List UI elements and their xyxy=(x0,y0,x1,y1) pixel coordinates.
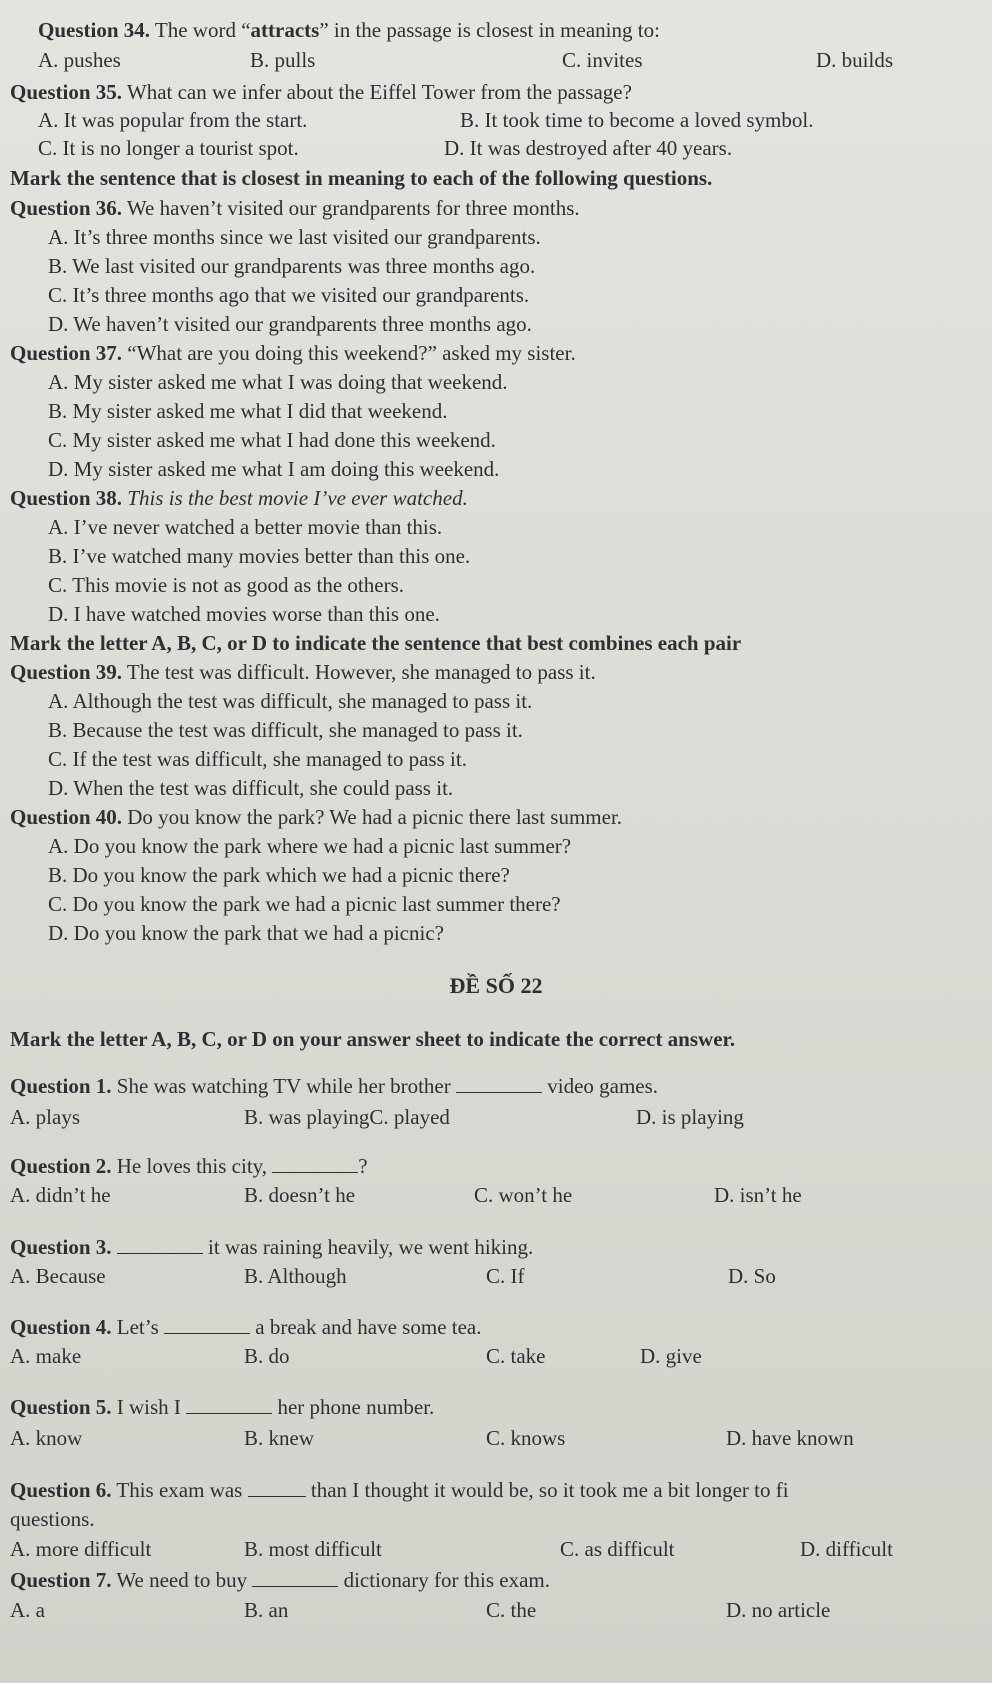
option-c[interactable]: C. as difficult xyxy=(560,1537,675,1561)
option-c[interactable]: C. won’t he xyxy=(474,1183,573,1207)
option-d[interactable]: D. It was destroyed after 40 years. xyxy=(444,136,733,160)
question-36-stem: Question 36. We haven’t visited our grandparents for three months. xyxy=(10,196,580,220)
question-4-stem: Question 4. Let’s a break and have some tea. xyxy=(10,1315,482,1339)
option-b[interactable]: B. It took time to become a loved symbol. xyxy=(460,108,814,132)
question-2-options xyxy=(0,1181,992,1209)
option-c[interactable]: C. My sister asked me what I had done this weekend. xyxy=(48,428,496,452)
question-37-stem: Question 37. “What are you doing this weekend?” asked my sister. xyxy=(10,341,576,365)
option-b-c[interactable]: B. was playingC. played xyxy=(244,1105,450,1129)
option-b[interactable]: B. We last visited our grandparents was three months ago. xyxy=(48,254,536,278)
option-b[interactable]: B. Do you know the park which we had a picnic there? xyxy=(48,863,510,887)
option-b[interactable]: B. Although xyxy=(244,1264,347,1288)
question-5-options xyxy=(0,1424,992,1452)
option-c[interactable]: C. invites xyxy=(562,48,643,72)
option-b[interactable]: B. doesn’t he xyxy=(244,1183,356,1207)
option-c[interactable]: C. Do you know the park we had a picnic last summer there? xyxy=(48,892,561,916)
question-7-options xyxy=(0,1596,992,1624)
section-instruction-closest: Mark the sentence that is closest in meaning to each of the following questions. xyxy=(10,166,713,190)
question-35-stem: Question 35. What can we infer about the Eiffel Tower from the passage? xyxy=(10,80,632,104)
option-d[interactable]: D. give xyxy=(640,1344,702,1368)
option-a[interactable]: A. It was popular from the start. xyxy=(38,108,308,132)
question-34-options xyxy=(0,46,992,74)
answer-blank[interactable] xyxy=(117,1233,203,1254)
option-c[interactable]: C. If xyxy=(486,1264,525,1288)
option-a[interactable]: A. make xyxy=(10,1344,82,1368)
question-1-stem: Question 1. She was watching TV while her brother video games. xyxy=(10,1074,659,1098)
option-a[interactable]: A. Although the test was difficult, she managed to pass it. xyxy=(48,689,533,713)
answer-blank[interactable] xyxy=(164,1313,250,1334)
section-instruction-combine: Mark the letter A, B, C, or D to indicate the sentence that best combines each pair xyxy=(10,631,742,655)
option-b[interactable]: B. Because the test was difficult, she managed to pass it. xyxy=(48,718,523,742)
option-c[interactable]: C. If the test was difficult, she managed to pass it. xyxy=(48,747,467,771)
option-a[interactable]: A. didn’t he xyxy=(10,1183,111,1207)
option-a[interactable]: A. a xyxy=(10,1598,45,1622)
option-c[interactable]: C. This movie is not as good as the others. xyxy=(48,573,405,597)
option-b[interactable]: B. most difficult xyxy=(244,1537,382,1561)
question-1-options xyxy=(0,1103,992,1131)
option-a[interactable]: A. I’ve never watched a better movie than this. xyxy=(48,515,443,539)
section-instruction-correct: Mark the letter A, B, C, or D on your answer sheet to indicate the correct answer. xyxy=(10,1027,736,1051)
option-a[interactable]: A. Because xyxy=(10,1264,106,1288)
option-c[interactable]: C. It’s three months ago that we visited our grandparents. xyxy=(48,283,530,307)
option-d[interactable]: D. I have watched movies worse than this one. xyxy=(48,602,440,626)
option-b[interactable]: B. do xyxy=(244,1344,290,1368)
question-6-stem: Question 6. This exam was than I thought it would be, so it took me a bit longer to fi xyxy=(10,1478,789,1502)
question-4-options xyxy=(0,1342,992,1370)
option-d[interactable]: D. builds xyxy=(816,48,894,72)
answer-blank[interactable] xyxy=(272,1152,358,1173)
option-d[interactable]: D. So xyxy=(728,1264,776,1288)
option-d[interactable]: D. Do you know the park that we had a picnic? xyxy=(48,921,444,945)
option-d[interactable]: D. When the test was difficult, she could pass it. xyxy=(48,776,454,800)
exam-title: ĐỀ SỐ 22 xyxy=(449,973,543,998)
option-b[interactable]: B. My sister asked me what I did that weekend. xyxy=(48,399,448,423)
question-3-stem: Question 3. it was raining heavily, we went hiking. xyxy=(10,1235,534,1259)
question-2-stem: Question 2. He loves this city, ? xyxy=(10,1154,368,1178)
question-39-stem: Question 39. The test was difficult. However, she managed to pass it. xyxy=(10,660,596,684)
answer-blank[interactable] xyxy=(456,1072,542,1093)
answer-blank[interactable] xyxy=(252,1566,338,1587)
question-6-continuation: questions. xyxy=(10,1507,95,1531)
option-a[interactable]: A. Do you know the park where we had a picnic last summer? xyxy=(48,834,572,858)
option-d[interactable]: D. have known xyxy=(726,1426,854,1450)
question-7-stem: Question 7. We need to buy dictionary for this exam. xyxy=(10,1568,551,1592)
option-d[interactable]: D. My sister asked me what I am doing this weekend. xyxy=(48,457,500,481)
option-d[interactable]: D. We haven’t visited our grandparents three months ago. xyxy=(48,312,532,336)
option-c[interactable]: C. knows xyxy=(486,1426,566,1450)
question-40-stem: Question 40. Do you know the park? We had a picnic there last summer. xyxy=(10,805,623,829)
option-d[interactable]: D. isn’t he xyxy=(714,1183,802,1207)
option-c[interactable]: C. take xyxy=(486,1344,546,1368)
question-3-options xyxy=(0,1262,992,1290)
question-35-options-1 xyxy=(0,106,992,134)
option-a[interactable]: A. pushes xyxy=(38,48,121,72)
option-b[interactable]: B. I’ve watched many movies better than this one. xyxy=(48,544,471,568)
option-d[interactable]: D. difficult xyxy=(800,1537,893,1561)
option-a[interactable]: A. more difficult xyxy=(10,1537,152,1561)
option-d[interactable]: D. is playing xyxy=(636,1105,744,1129)
option-c[interactable]: C. the xyxy=(486,1598,537,1622)
answer-blank[interactable] xyxy=(248,1476,306,1497)
option-a[interactable]: A. know xyxy=(10,1426,83,1450)
option-a[interactable]: A. It’s three months since we last visited our grandparents. xyxy=(48,225,541,249)
option-b[interactable]: B. an xyxy=(244,1598,289,1622)
option-c[interactable]: C. It is no longer a tourist spot. xyxy=(38,136,299,160)
option-b[interactable]: B. knew xyxy=(244,1426,314,1450)
option-a[interactable]: A. plays xyxy=(10,1105,80,1129)
question-34-stem: Question 34. The word “attracts” in the passage is closest in meaning to: xyxy=(38,18,660,42)
option-a[interactable]: A. My sister asked me what I was doing that weekend. xyxy=(48,370,508,394)
question-6-options xyxy=(0,1535,992,1563)
question-38-stem: Question 38. This is the best movie I’ve ever watched. xyxy=(10,486,468,510)
option-d[interactable]: D. no article xyxy=(726,1598,831,1622)
answer-blank[interactable] xyxy=(186,1393,272,1414)
question-35-options-2 xyxy=(0,134,992,162)
question-5-stem: Question 5. I wish I her phone number. xyxy=(10,1395,435,1419)
option-b[interactable]: B. pulls xyxy=(250,48,316,72)
